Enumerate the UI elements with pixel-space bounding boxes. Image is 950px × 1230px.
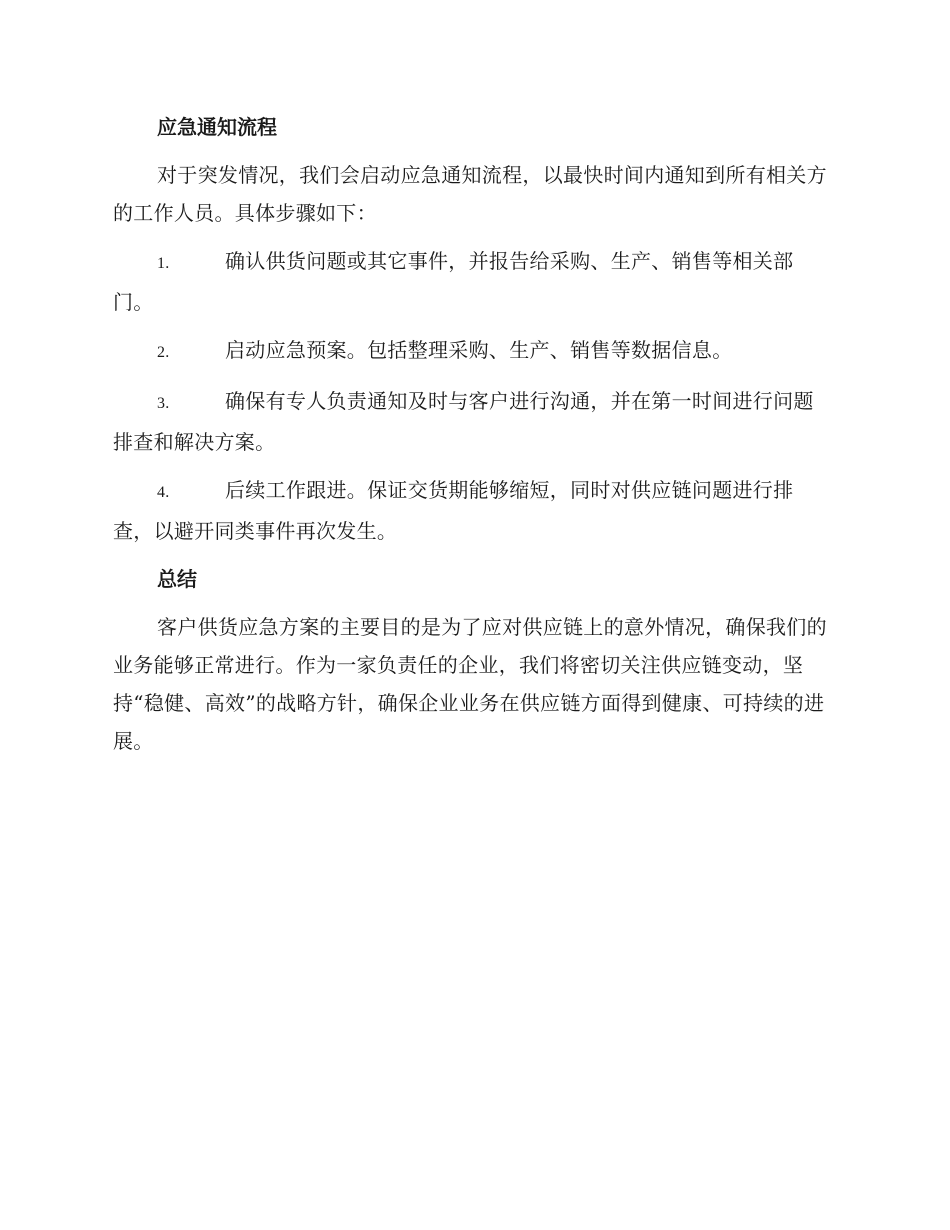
summary-paragraph: 客户供货应急方案的主要目的是为了应对供应链上的意外情况，确保我们的业务能够正常进行。作为一家负责任的企业，我们将密切关注供应链变动，坚持“稳健、高效”的战略方针，确保企业业务在供应链方面得到健康、可持续的进展。 <box>113 615 827 753</box>
step-number: 1. <box>157 255 170 272</box>
section-heading-emergency-notification: 应急通知流程 <box>157 115 277 139</box>
step-number: 4. <box>157 484 170 501</box>
step-text: 确认供货问题或其它事件，并报告给采购、生产、销售等相关部门。 <box>113 249 794 314</box>
step-text: 后续工作跟进。保证交货期能够缩短，同时对供应链问题进行排查，以避开同类事件再次发生。 <box>113 478 794 543</box>
step-item-1 <box>113 242 833 321</box>
emergency-intro-paragraph: 对于突发情况，我们会启动应急通知流程，以最快时间内通知到所有相关方的工作人员。具体步骤如下： <box>113 163 827 225</box>
step-item-4 <box>113 471 833 550</box>
step-number: 3. <box>157 395 170 412</box>
step-text: 启动应急预案。包括整理采购、生产、销售等数据信息。 <box>225 338 733 362</box>
section-heading-summary: 总结 <box>157 567 197 591</box>
step-item-2 <box>113 331 833 372</box>
document-page <box>113 108 833 770</box>
step-text: 确保有专人负责通知及时与客户进行沟通，并在第一时间进行问题排查和解决方案。 <box>113 389 814 454</box>
step-item-3 <box>113 382 833 461</box>
step-number: 2. <box>157 344 170 361</box>
